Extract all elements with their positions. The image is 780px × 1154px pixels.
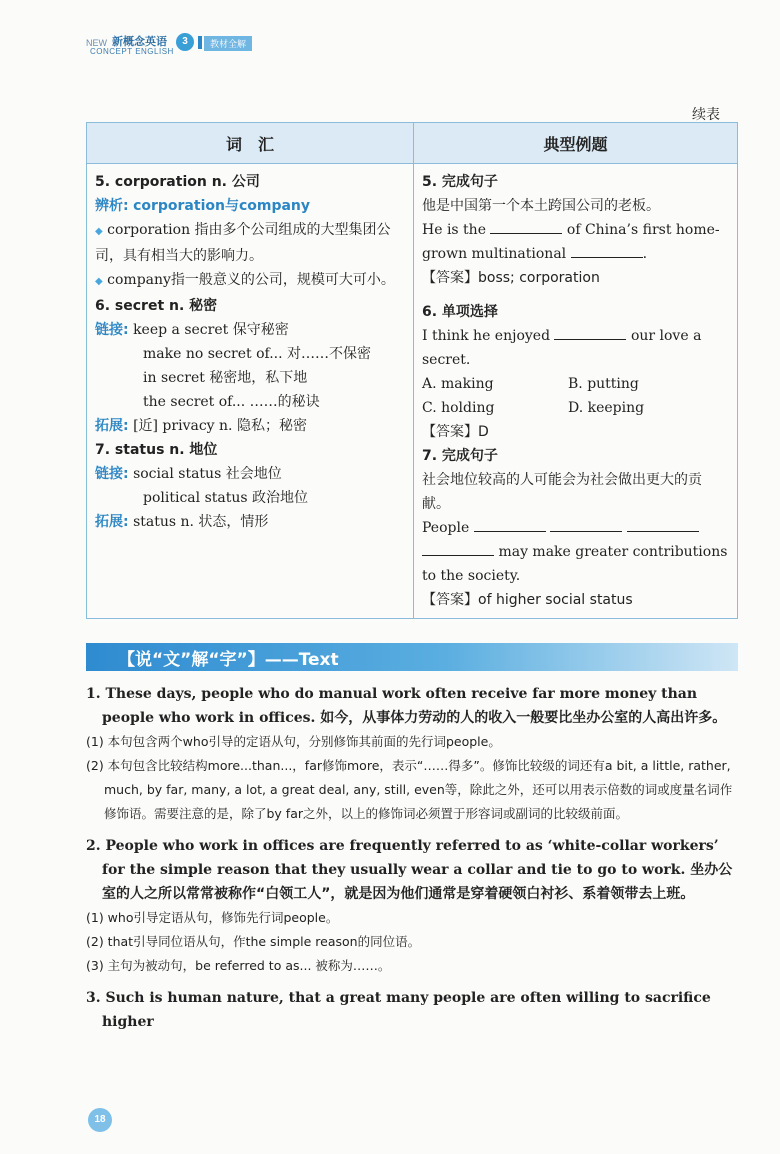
- header-series-title: 新概念英语: [112, 35, 167, 48]
- answer-blank: [571, 243, 643, 258]
- example-6-question-2: secret.: [422, 352, 471, 368]
- section-banner: [86, 643, 738, 671]
- example-7-english-2: [422, 540, 729, 564]
- extension-tag: 拓展:: [95, 418, 129, 434]
- example-6-title: 6. 单项选择: [422, 304, 498, 320]
- example-7-answer: 【答案】of higher social status: [422, 592, 633, 608]
- text-explanation: [86, 682, 738, 1034]
- example-7-part-a: People: [422, 520, 470, 536]
- example-6-options-row-2: [422, 396, 729, 420]
- sentence-1-chinese: 如今，从事体力劳动的人的收入一般要比坐办公室的人高出许多。: [320, 710, 727, 726]
- diamond-icon: ◆: [95, 276, 103, 287]
- vocabulary-table: [86, 122, 738, 619]
- sentence-2-note-3: (3) 主句为被动句，be referred to as... 被称为……。: [86, 958, 391, 973]
- vocab-7-extension: [95, 510, 405, 534]
- sentence-2-chinese: 坐办公室的人之所以常常被称作“白领工人”，就是因为他们通常是穿着硬领白衬衫、系着领带去上班。: [102, 862, 733, 902]
- examples-cell: [414, 164, 738, 619]
- sentence-2-note-1: (1) who引导定语从句，修饰先行词people。: [86, 910, 339, 925]
- vocab-6-link-4: the secret of... ……的秘诀: [143, 394, 320, 410]
- option-c: C. holding: [422, 400, 495, 416]
- option-b: B. putting: [568, 376, 639, 392]
- vocab-7-extension-text: status n. 状态，情形: [133, 514, 269, 530]
- vocab-5-analysis: [95, 194, 405, 218]
- example-7-part-b: may make greater contributions: [498, 544, 728, 560]
- option-a: A. making: [422, 376, 494, 392]
- example-5-part-a: He is the: [422, 222, 486, 238]
- vocab-7-link: [95, 462, 405, 486]
- example-7-title: 7. 完成句子: [422, 448, 498, 464]
- page-number: 18: [88, 1108, 112, 1132]
- example-7-english-3: to the society.: [422, 568, 521, 584]
- vocab-5-title: 5. corporation n. 公司: [95, 174, 260, 190]
- header-accent-bar: [198, 36, 202, 49]
- sentence-1-note-2: (2) 本句包含比较结构more...than...，far修饰more，表示“……得多”。修饰比较级的词还有a bit, a little, rather, much, by far, many, a lot, a great deal, any, still, even等，除此之外，还可以用表示倍数的词或度量名词作修饰语。需要注意的是，除了by far之外，以上的修饰词必须置于形容词或副词的比较级前面。: [86, 758, 733, 821]
- answer-blank: [550, 517, 622, 532]
- sentence-1-note-1: (1) 本句包含两个who引导的定语从句，分别修饰其前面的先行词people。: [86, 734, 501, 749]
- header-series-english: CONCEPT ENGLISH: [90, 47, 174, 56]
- continued-label: 续表: [692, 107, 720, 123]
- example-7-chinese: 社会地位较高的人可能会为社会做出更大的贡献。: [422, 472, 702, 512]
- answer-blank: [627, 517, 699, 532]
- sentence-2-note-2: (2) that引导同位语从句，作the simple reason的同位语。: [86, 934, 421, 949]
- vocab-6-extension-text: [近] privacy n. 隐私；秘密: [133, 418, 307, 434]
- column-header-examples: 典型例题: [414, 123, 738, 164]
- answer-blank: [554, 325, 626, 340]
- vocab-6-link-1: keep a secret 保守秘密: [133, 322, 289, 338]
- link-tag: 链接:: [95, 466, 129, 482]
- column-header-vocab: 词 汇: [87, 123, 414, 164]
- header-new-label: NEW: [86, 38, 107, 48]
- volume-badge: 3: [176, 33, 194, 51]
- example-5-part-c: grown multinational: [422, 246, 567, 262]
- analysis-text: corporation与company: [133, 198, 311, 214]
- vocab-7-link-2: political status 政治地位: [143, 490, 308, 506]
- sentence-1: [86, 682, 738, 730]
- example-6-part-b: our love a: [630, 328, 702, 344]
- vocab-5-line2-text: company指一般意义的公司，规模可大可小。: [107, 272, 395, 288]
- answer-blank: [490, 219, 562, 234]
- example-6-question-1: [422, 324, 729, 348]
- answer-blank: [474, 517, 546, 532]
- example-6-answer: 【答案】D: [422, 424, 489, 440]
- vocab-6-link-2: make no secret of... 对……不保密: [143, 346, 372, 362]
- sentence-3: 3. Such is human nature, that a great many people are often willing to sacrifice higher: [86, 990, 711, 1030]
- page-header: [86, 30, 406, 56]
- diamond-icon: ◆: [95, 226, 103, 237]
- sentence-2-english: 2. People who work in offices are frequently referred to as ‘white-collar workers’ for the simple reason that they usually wear a collar and tie to go to work.: [86, 838, 719, 878]
- section-title: 【说“文”解“字”】——Text: [118, 650, 339, 670]
- vocab-6-link: [95, 318, 405, 342]
- sentence-2: [86, 834, 738, 906]
- vocab-5-line1: [95, 218, 405, 268]
- spacer: [86, 826, 738, 834]
- vocab-5-line2: [95, 268, 405, 294]
- example-6-part-a: I think he enjoyed: [422, 328, 551, 344]
- vocab-7-title: 7. status n. 地位: [95, 442, 218, 458]
- example-6-options-row-1: [422, 372, 729, 396]
- example-5-title: 5. 完成句子: [422, 174, 498, 190]
- answer-blank: [422, 541, 494, 556]
- table-row: [87, 164, 738, 619]
- spacer: [86, 978, 738, 986]
- vocab-6-title: 6. secret n. 秘密: [95, 298, 218, 314]
- example-5-english-2: grown multinational .: [422, 242, 729, 266]
- extension-tag: 拓展:: [95, 514, 129, 530]
- example-7-english-1: [422, 516, 729, 540]
- example-5-part-b: of China’s first home-: [566, 222, 720, 238]
- example-5-chinese: 他是中国第一个本土跨国公司的老板。: [422, 198, 660, 214]
- vocab-cell: [87, 164, 414, 619]
- spacer: [422, 290, 729, 300]
- example-5-english-1: [422, 218, 729, 242]
- analysis-tag: 辨析:: [95, 198, 129, 214]
- header-tag: 教材全解: [204, 36, 252, 51]
- link-tag: 链接:: [95, 322, 129, 338]
- vocab-6-link-3: in secret 秘密地，私下地: [143, 370, 308, 386]
- vocab-5-line1-text: corporation 指由多个公司组成的大型集团公司，具有相当大的影响力。: [95, 222, 391, 264]
- option-d: D. keeping: [568, 400, 645, 416]
- vocab-6-extension: [95, 414, 405, 438]
- table-header-row: [87, 123, 738, 164]
- sentence-1-english: 1. These days, people who do manual work often receive far more money than people who work in offices.: [86, 686, 698, 726]
- example-5-answer: 【答案】boss; corporation: [422, 270, 600, 286]
- vocab-7-link-1: social status 社会地位: [133, 466, 282, 482]
